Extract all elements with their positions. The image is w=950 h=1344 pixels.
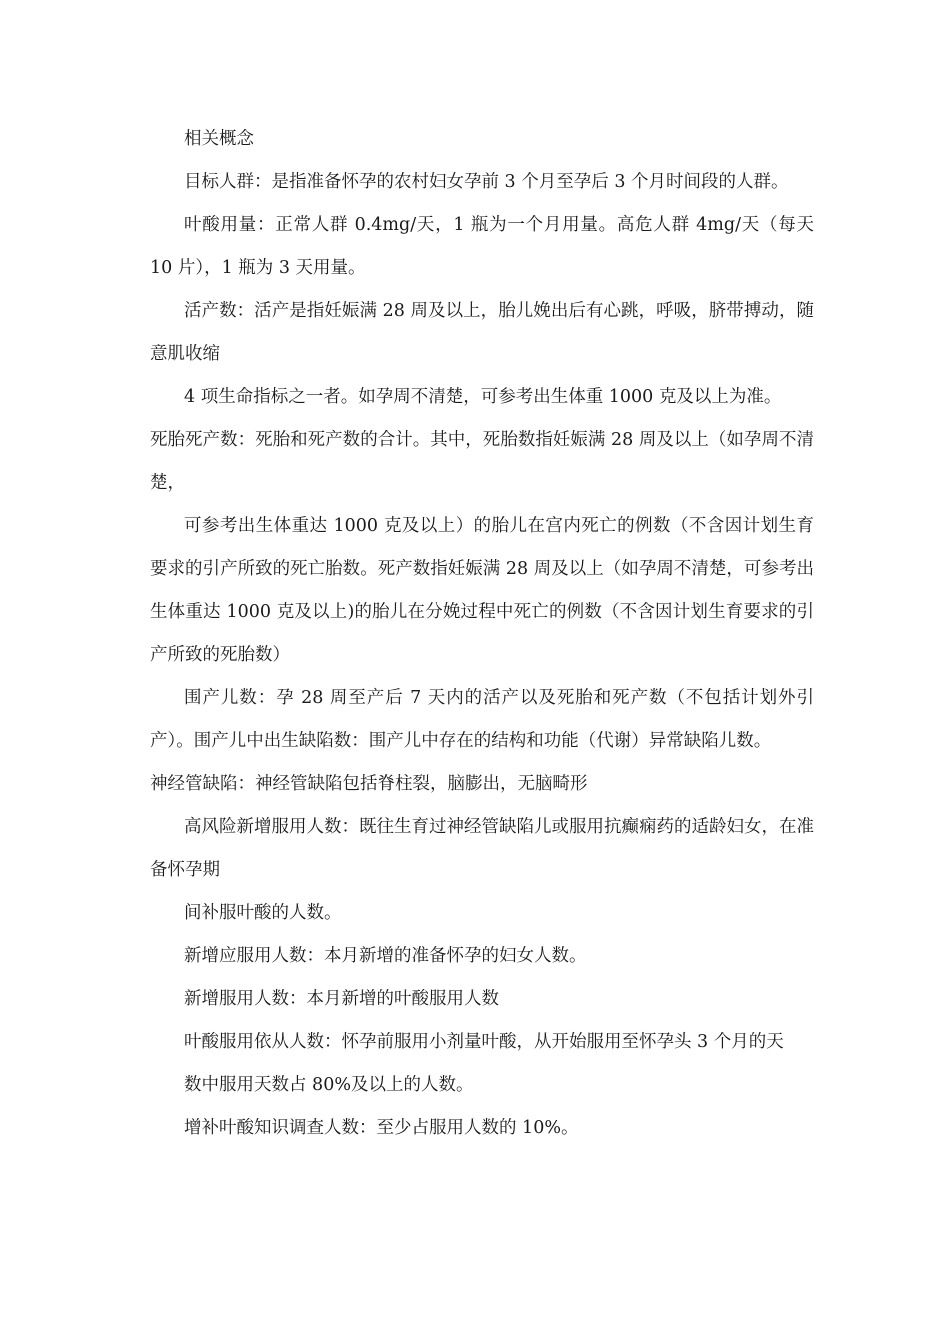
definition-live-births: 活产数：活产是指妊娠满 28 周及以上，胎儿娩出后有心跳，呼吸，脐带搏动，随意肌收缩 [150,301,814,364]
definition-knowledge-survey: 增补叶酸知识调查人数：至少占服用人数的 10%。 [184,1118,579,1138]
definition-new-users: 新增服用人数：本月新增的叶酸服用人数 [184,989,499,1009]
definition-stillbirths-cont: 可参考出生体重达 1000 克及以上）的胎儿在宫内死亡的例数（不含因计划生育要求的引产所致的死亡胎数。死产数指妊娠满 28 周及以上（如孕周不清楚，可参考出生体重达 1000 克及以上)的胎儿在分娩过程中死亡的例数（不含因计划生育要求的引产所致的死胎数） [150,516,814,665]
definition-compliance: 叶酸服用依从人数：怀孕前服用小剂量叶酸，从开始服用至怀孕头 3 个月的天 [184,1032,784,1052]
definition-target-population: 目标人群：是指准备怀孕的农村妇女孕前 3 个月至孕后 3 个月时间段的人群。 [184,172,789,192]
section-heading: 相关概念 [184,129,254,149]
definition-high-risk-users: 高风险新增服用人数：既往生育过神经管缺陷儿或服用抗癫痫药的适龄妇女，在准备怀孕期 [150,817,814,880]
definition-compliance-cont: 数中服用天数占 80%及以上的人数。 [184,1075,474,1095]
definition-folic-acid-dosage: 叶酸用量：正常人群 0.4mg/天，1 瓶为一个月用量。高危人群 4mg/天（每天 10 片），1 瓶为 3 天用量。 [150,215,814,278]
definition-stillbirths: 死胎死产数：死胎和死产数的合计。其中，死胎数指妊娠满 28 周及以上（如孕周不清楚， [150,430,814,493]
definition-new-eligible: 新增应服用人数：本月新增的准备怀孕的妇女人数。 [184,946,587,966]
document-body [150,118,814,1150]
definition-live-births-cont: 4 项生命指标之一者。如孕周不清楚，可参考出生体重 1000 克及以上为准。 [184,387,782,407]
definition-neural-tube-defects: 神经管缺陷：神经管缺陷包括脊柱裂，脑膨出，无脑畸形 [150,774,588,794]
definition-high-risk-users-cont: 间补服叶酸的人数。 [184,903,342,923]
definition-perinatal: 围产儿数：孕 28 周至产后 7 天内的活产以及死胎和死产数（不包括计划外引产）。围产儿中出生缺陷数：围产儿中存在的结构和功能（代谢）异常缺陷儿数。 [150,688,814,751]
